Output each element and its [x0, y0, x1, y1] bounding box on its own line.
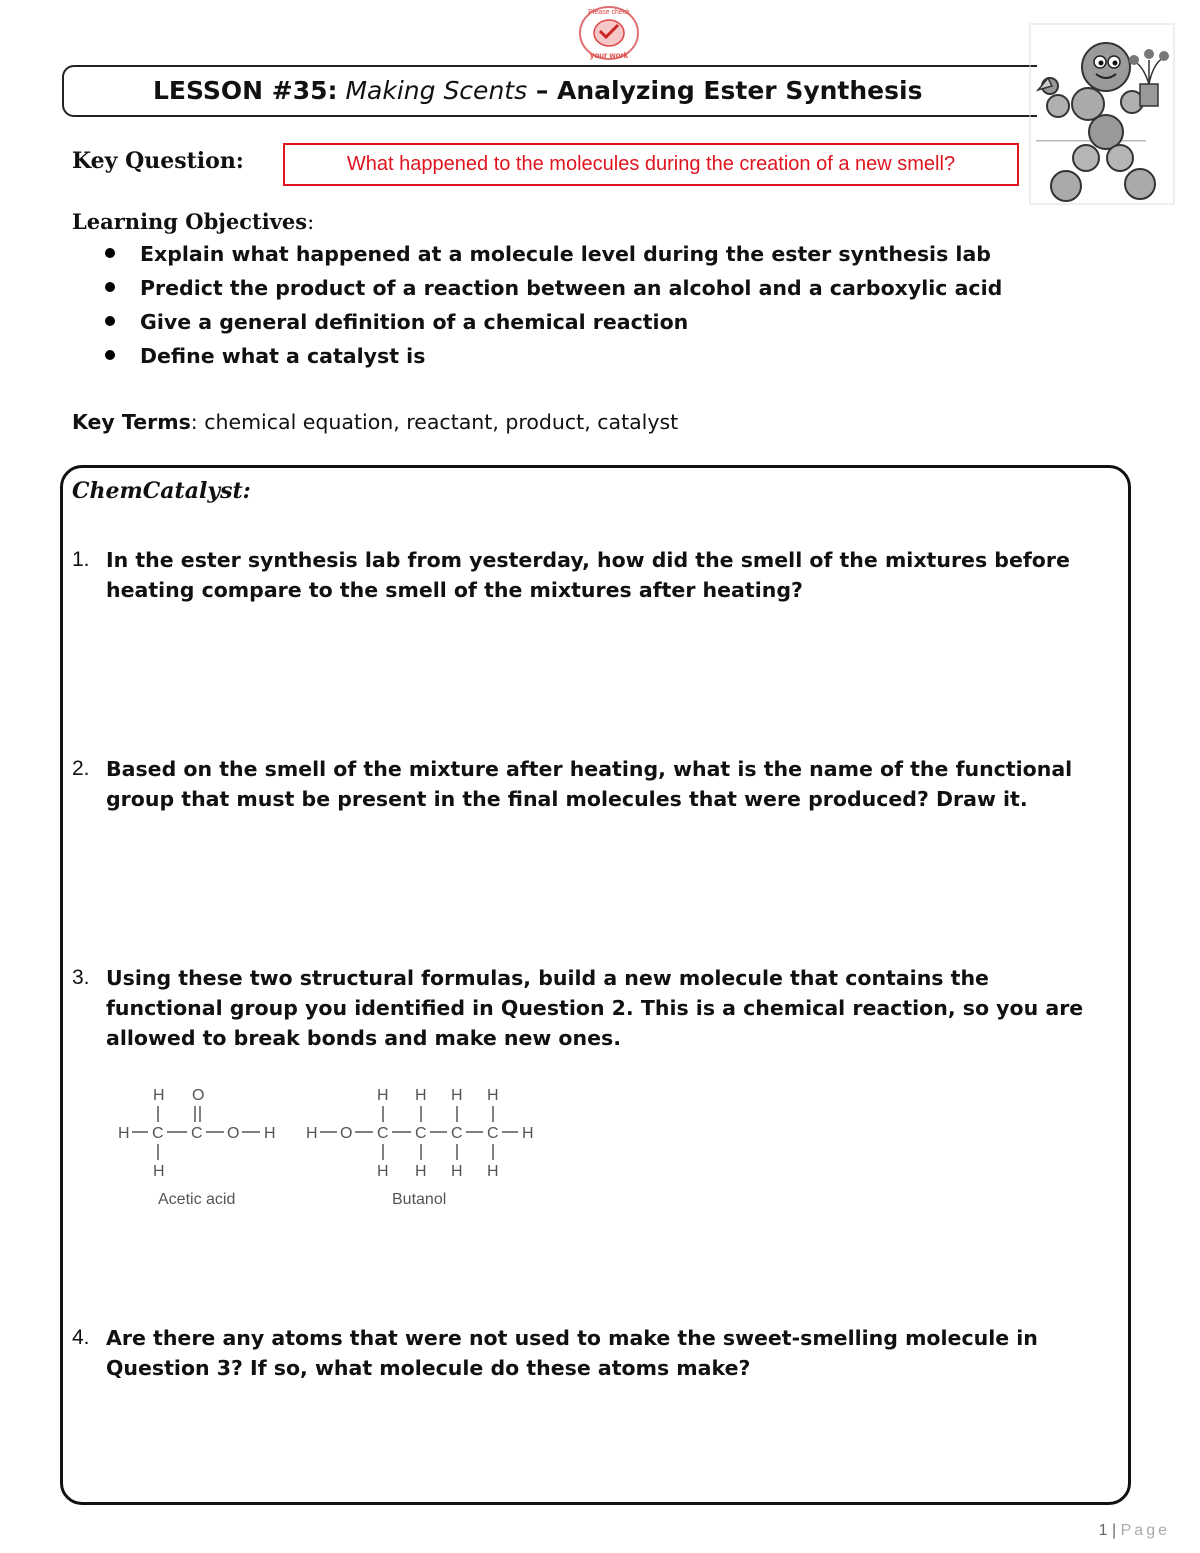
structural-formulas-figure — [110, 1080, 550, 1210]
key-question-label: Key Question: — [72, 148, 244, 174]
svg-text:C: C — [415, 1125, 427, 1142]
objective-text: Predict the product of a reaction between an alcohol and a carboxylic acid — [140, 276, 1003, 300]
svg-text:H: H — [153, 1163, 165, 1180]
stamp-text-bottom: your work — [589, 51, 629, 60]
svg-text:O: O — [192, 1087, 205, 1104]
question-number: 1. — [72, 548, 90, 571]
question-text: Based on the smell of the mixture after heating, what is the name of the functional group that must be present in the final molecules that were produced? Draw it. — [106, 757, 1073, 811]
svg-text:H: H — [487, 1163, 499, 1180]
svg-text:C: C — [377, 1125, 389, 1142]
objective-text: Explain what happened at a molecule level during the ester synthesis lab — [140, 242, 991, 266]
svg-text:O: O — [227, 1125, 240, 1142]
question-text: Are there any atoms that were not used to make the sweet-smelling molecule in Question 3? If so, what molecule do these atoms make? — [106, 1326, 1038, 1380]
key-terms-list: : chemical equation, reactant, product, catalyst — [190, 410, 679, 434]
learning-objectives-label: Learning Objectives — [72, 209, 308, 234]
svg-text:C: C — [487, 1125, 499, 1142]
robot-mascot-illustration — [1028, 22, 1176, 206]
svg-text:H: H — [377, 1087, 389, 1104]
lesson-subtitle: Making Scents — [345, 76, 528, 105]
learning-objectives-colon: : — [307, 210, 315, 234]
acetic-acid-label: Acetic acid — [158, 1191, 236, 1208]
question-number: 3. — [72, 966, 90, 989]
page-title — [153, 74, 922, 108]
page-footer — [1099, 1522, 1170, 1540]
question-text: In the ester synthesis lab from yesterday, how did the smell of the mixtures before heating compare to the smell of the mixtures after heating? — [106, 548, 1070, 602]
svg-text:H: H — [264, 1125, 276, 1142]
svg-text:C: C — [191, 1125, 203, 1142]
lesson-number: LESSON #35: — [153, 76, 338, 105]
learning-objectives-heading — [72, 209, 314, 234]
svg-text:H: H — [153, 1087, 165, 1104]
objective-item — [105, 242, 991, 266]
svg-text:H: H — [487, 1087, 499, 1104]
bullet-icon — [105, 350, 115, 360]
svg-text:C: C — [152, 1125, 164, 1142]
svg-text:H: H — [306, 1125, 318, 1142]
question-text: Using these two structural formulas, build a new molecule that contains the functional group you identified in Question 2. This is a chemical reaction, so you are allowed to break bonds and make new ones. — [106, 966, 1084, 1050]
svg-text:H: H — [118, 1125, 130, 1142]
objective-text: Give a general definition of a chemical reaction — [140, 310, 689, 334]
key-terms — [72, 410, 678, 434]
svg-text:H: H — [522, 1125, 534, 1142]
acetic-acid-structure — [118, 1087, 276, 1180]
objective-item — [105, 344, 425, 368]
svg-text:C: C — [451, 1125, 463, 1142]
butanol-label: Butanol — [392, 1191, 447, 1208]
key-terms-label: Key Terms — [72, 410, 191, 434]
check-work-stamp-logo — [576, 4, 642, 62]
title-dash: – — [527, 76, 558, 105]
bullet-icon — [105, 316, 115, 326]
stamp-text-top: Please check — [588, 9, 630, 16]
svg-text:O: O — [340, 1125, 353, 1142]
page-word: Page — [1120, 1522, 1170, 1539]
objective-item — [105, 276, 1002, 300]
question-number: 2. — [72, 757, 90, 780]
footer-separator: | — [1107, 1522, 1121, 1539]
bullet-icon — [105, 248, 115, 258]
svg-text:H: H — [415, 1163, 427, 1180]
svg-text:H: H — [451, 1163, 463, 1180]
svg-text:H: H — [451, 1087, 463, 1104]
key-question-box: What happened to the molecules during the creation of a new smell? — [283, 143, 1019, 186]
svg-text:H: H — [377, 1163, 389, 1180]
lesson-topic: Analyzing Ester Synthesis — [557, 76, 923, 105]
butanol-structure — [306, 1087, 534, 1180]
svg-text:H: H — [415, 1087, 427, 1104]
chem-catalyst-title: ChemCatalyst: — [72, 478, 251, 504]
objective-item — [105, 310, 688, 334]
bullet-icon — [105, 282, 115, 292]
objective-text: Define what a catalyst is — [140, 344, 426, 368]
question-number: 4. — [72, 1326, 90, 1349]
page-number: 1 — [1098, 1522, 1108, 1539]
